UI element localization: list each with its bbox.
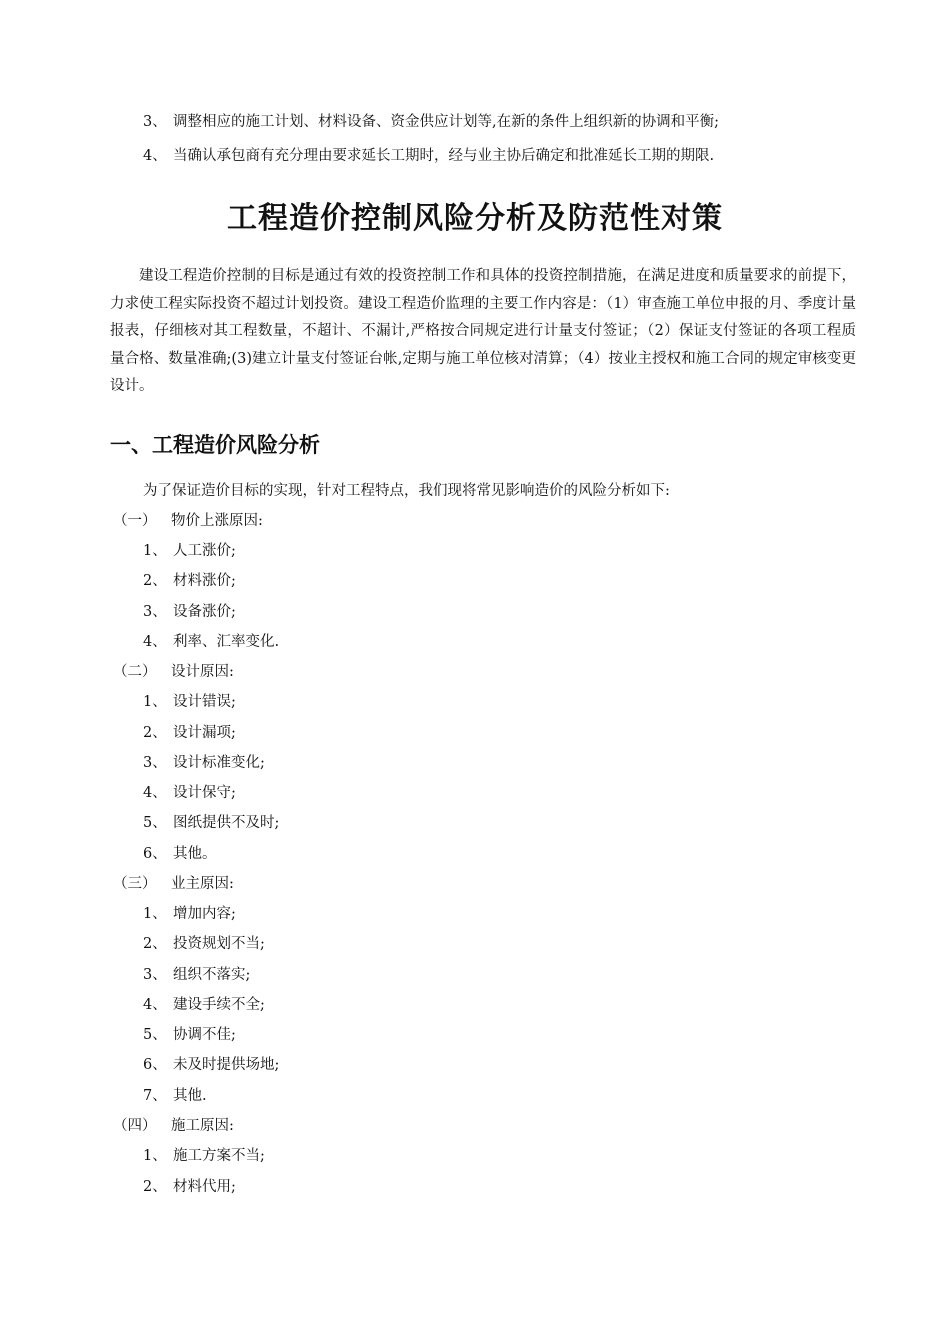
item-text: 设备涨价; bbox=[173, 604, 236, 620]
item-text: 设计标准变化; bbox=[173, 755, 265, 771]
subsection-title: 设计原因: bbox=[171, 664, 234, 680]
item-text: 协调不佳; bbox=[173, 1027, 236, 1043]
item-number: 2、 bbox=[143, 1179, 167, 1195]
subsection-header bbox=[113, 662, 234, 682]
item-number: 3、 bbox=[143, 755, 167, 771]
item-text: 未及时提供场地; bbox=[173, 1057, 280, 1073]
list-item bbox=[143, 783, 236, 803]
list-item bbox=[143, 813, 279, 833]
list-item bbox=[143, 723, 236, 743]
item-number: 1、 bbox=[143, 694, 167, 710]
subsection-header bbox=[113, 1116, 234, 1136]
list-item bbox=[143, 1146, 265, 1166]
item-text: 图纸提供不及时; bbox=[173, 815, 280, 831]
item-number: 5、 bbox=[143, 1027, 167, 1043]
item-text: 投资规划不当; bbox=[173, 936, 265, 952]
list-item bbox=[143, 632, 279, 652]
list-item bbox=[143, 753, 265, 773]
item-text: 设计保守; bbox=[173, 785, 236, 801]
subsection-label: （一） bbox=[113, 513, 157, 529]
item-text: 人工涨价; bbox=[173, 543, 236, 559]
list-item bbox=[143, 904, 236, 924]
list-item bbox=[143, 541, 236, 561]
item-text: 组织不落实; bbox=[173, 967, 251, 983]
item-number: 6、 bbox=[143, 1057, 167, 1073]
lead-paragraph: 为了保证造价目标的实现，针对工程特点，我们现将常见影响造价的风险分析如下: bbox=[143, 483, 670, 499]
item-number: 5、 bbox=[143, 815, 167, 831]
subsection-label: （三） bbox=[113, 876, 157, 892]
document-title: 工程造价控制风险分析及防范性对策 bbox=[227, 201, 723, 236]
item-number: 1、 bbox=[143, 1148, 167, 1164]
item-number: 3、 bbox=[143, 114, 167, 130]
item-text: 当确认承包商有充分理由要求延长工期时，经与业主协后确定和批准延长工期的期限. bbox=[173, 148, 715, 164]
list-item bbox=[143, 1025, 236, 1045]
list-item bbox=[143, 965, 250, 985]
list-item bbox=[143, 146, 714, 166]
list-item bbox=[143, 1055, 279, 1075]
item-text: 建设手续不全; bbox=[173, 997, 265, 1013]
item-text: 设计错误; bbox=[173, 694, 236, 710]
subsection-title: 物价上涨原因: bbox=[171, 513, 263, 529]
item-text: 其他。 bbox=[173, 846, 217, 862]
item-number: 4、 bbox=[143, 997, 167, 1013]
subsection-title: 业主原因: bbox=[171, 876, 234, 892]
list-item bbox=[143, 934, 265, 954]
item-text: 其他. bbox=[173, 1088, 207, 1104]
item-number: 2、 bbox=[143, 936, 167, 952]
item-text: 利率、汇率变化. bbox=[173, 634, 280, 650]
list-item bbox=[143, 844, 217, 864]
item-text: 材料代用; bbox=[173, 1179, 236, 1195]
subsection-header bbox=[113, 874, 234, 894]
item-number: 4、 bbox=[143, 634, 167, 650]
item-text: 调整相应的施工计划、材料设备、资金供应计划等,在新的条件上组织新的协调和平衡; bbox=[173, 114, 719, 130]
item-number: 6、 bbox=[143, 846, 167, 862]
list-item bbox=[143, 571, 236, 591]
list-item bbox=[143, 112, 719, 132]
item-number: 3、 bbox=[143, 967, 167, 983]
item-number: 7、 bbox=[143, 1088, 167, 1104]
item-text: 材料涨价; bbox=[173, 573, 236, 589]
item-text: 施工方案不当; bbox=[173, 1148, 265, 1164]
item-number: 4、 bbox=[143, 785, 167, 801]
subsection-label: （四） bbox=[113, 1118, 157, 1134]
item-number: 4、 bbox=[143, 148, 167, 164]
item-number: 1、 bbox=[143, 543, 167, 559]
item-text: 设计漏项; bbox=[173, 725, 236, 741]
item-number: 3、 bbox=[143, 604, 167, 620]
subsection-title: 施工原因: bbox=[171, 1118, 234, 1134]
item-number: 2、 bbox=[143, 573, 167, 589]
item-number: 1、 bbox=[143, 906, 167, 922]
subsection-label: （二） bbox=[113, 664, 157, 680]
item-text: 增加内容; bbox=[173, 906, 236, 922]
list-item bbox=[143, 602, 236, 622]
list-item bbox=[143, 995, 265, 1015]
subsection-header bbox=[113, 511, 263, 531]
list-item bbox=[143, 1086, 207, 1106]
item-number: 2、 bbox=[143, 725, 167, 741]
list-item bbox=[143, 1177, 236, 1197]
list-item bbox=[143, 692, 236, 712]
section-heading: 一、工程造价风险分析 bbox=[110, 433, 320, 457]
intro-paragraph: 建设工程造价控制的目标是通过有效的投资控制工作和具体的投资控制措施，在满足进度和质量要求的前提下，力求使工程实际投资不超过计划投资。建设工程造价监理的主要工作内容是：（1）审查施工单位申报的月、季度计量报表，仔细核对其工程数量，不超计、不漏计,严格按合同规定进行计量支付签证；（2）保证支付签证的各项工程质量合格、数量准确;(3)建立计量支付签证台帐,定期与施工单位核对清算；（4）按业主授权和施工合同的规定审核变更设计。 bbox=[110, 268, 856, 395]
